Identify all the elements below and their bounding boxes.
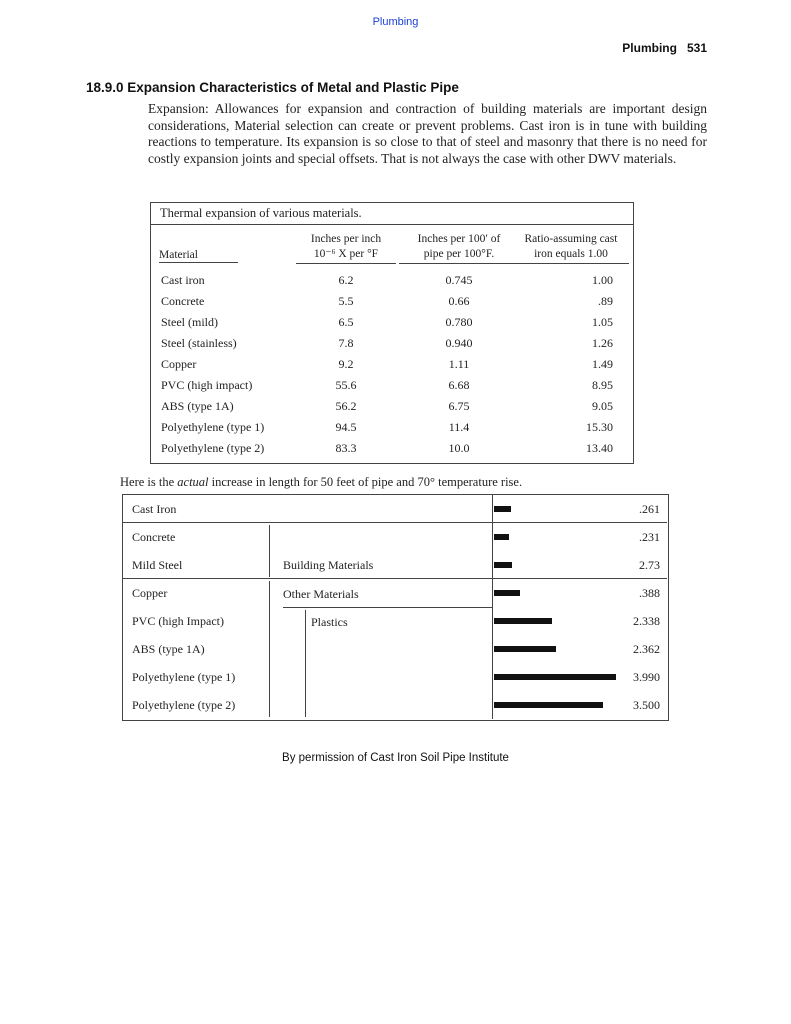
table-row — [151, 378, 633, 399]
cell-ratio: 9.05 — [592, 399, 613, 413]
bar-label: Cast Iron — [132, 502, 177, 516]
group-divider — [283, 607, 493, 608]
table-row — [151, 357, 633, 378]
page-number: 531 — [686, 41, 707, 55]
bar-value-label: 2.338 — [633, 614, 660, 628]
cell-in-per-100ft: 10.0 — [448, 441, 470, 455]
group-label-plastics: Plastics — [311, 615, 348, 629]
other-bracket — [269, 581, 270, 717]
group-label-other: Other Materials — [283, 587, 359, 601]
cell-material: Concrete — [161, 294, 205, 308]
table-caption: Thermal expansion of various materials. — [160, 206, 362, 220]
cell-ratio: 1.26 — [592, 336, 613, 350]
cell-material: Steel (mild) — [161, 315, 218, 329]
bar-label: PVC (high Impact) — [132, 614, 224, 628]
page-header — [612, 41, 707, 55]
cell-ratio: 1.05 — [592, 315, 613, 329]
table-caption-divider — [151, 224, 633, 225]
cell-ratio: 8.95 — [592, 378, 613, 392]
cell-ratio: 15.30 — [586, 420, 613, 434]
cell-in-per-100ft: 0.745 — [445, 273, 473, 287]
cell-material: Copper — [161, 357, 197, 371]
cell-material: PVC (high impact) — [161, 378, 253, 392]
cell-in-per-in: 55.6 — [335, 378, 357, 392]
cell-in-per-in: 6.5 — [338, 315, 354, 329]
table-row — [151, 273, 633, 294]
cell-material: Polyethylene (type 2) — [161, 441, 265, 455]
bar-value-label: 2.73 — [639, 558, 660, 572]
cell-in-per-in: 5.5 — [338, 294, 354, 308]
bar — [494, 534, 509, 540]
row-divider — [123, 522, 667, 523]
cell-in-per-in: 7.8 — [338, 336, 354, 350]
cell-in-per-100ft: 1.11 — [448, 357, 470, 371]
bar-value-label: 3.500 — [633, 698, 660, 712]
bar-area-divider — [492, 495, 493, 719]
credit-line: By permission of Cast Iron Soil Pipe Institute — [282, 752, 509, 764]
cell-in-per-in: 9.2 — [338, 357, 354, 371]
cell-ratio: 1.49 — [592, 357, 613, 371]
running-header: Plumbing — [372, 16, 419, 28]
bar-value-label: 3.990 — [633, 670, 660, 684]
cell-material: Steel (stainless) — [161, 336, 237, 350]
header-inches-per-inch: Inches per inch 10⁻⁶ X per °F — [296, 232, 396, 264]
table-row — [151, 399, 633, 420]
cell-in-per-100ft: 0.940 — [445, 336, 473, 350]
cell-ratio: 13.40 — [586, 441, 613, 455]
table-row — [151, 420, 633, 441]
header-ratio: Ratio-assuming cast iron equals 1.00 — [513, 232, 629, 264]
table-row — [151, 441, 633, 462]
bar-label: Copper — [132, 586, 168, 600]
bar-label: Polyethylene (type 1) — [132, 670, 236, 684]
cell-in-per-in: 6.2 — [338, 273, 354, 287]
chart-caption: Here is the actual increase in length for 50 feet of pipe and 70° temperature rise. — [120, 475, 523, 489]
cell-in-per-in: 83.3 — [335, 441, 357, 455]
thermal-expansion-table — [150, 202, 634, 464]
page-header-section: Plumbing — [622, 41, 677, 55]
chart-caption-emphasis: actual — [177, 475, 209, 489]
cell-in-per-100ft: 0.66 — [448, 294, 470, 308]
plastics-bracket — [305, 610, 306, 717]
bar — [494, 506, 511, 512]
bar — [494, 674, 616, 680]
header-inches-per-100ft: Inches per 100′ of pipe per 100°F. — [399, 232, 519, 264]
expansion-bar-chart — [122, 494, 669, 721]
body-paragraph: Expansion: Allowances for expansion and contraction of building materials are important design considerations, Material selection can create or prevent problems. Cast iron is in tune with building reactions to temperature. Its expansion is so close to that of steel and masonry that there is no need for costly expansion joints and special offsets. That is not always the case with other DWV materials. — [148, 101, 707, 166]
cell-in-per-in: 56.2 — [335, 399, 357, 413]
bar-value-label: .231 — [639, 530, 660, 544]
cell-in-per-100ft: 6.75 — [448, 399, 470, 413]
cell-material: ABS (type 1A) — [161, 399, 234, 413]
bar-value-label: .261 — [639, 502, 660, 516]
cell-ratio: .89 — [598, 294, 613, 308]
bar-label: Concrete — [132, 530, 176, 544]
bar — [494, 618, 552, 624]
group-label-building: Building Materials — [283, 558, 374, 572]
table-row — [151, 336, 633, 357]
bar — [494, 562, 512, 568]
building-bracket — [269, 525, 270, 577]
bar — [494, 702, 603, 708]
bar-label: ABS (type 1A) — [132, 642, 205, 656]
cell-in-per-100ft: 0.780 — [445, 315, 473, 329]
table-row — [151, 315, 633, 336]
bar-label: Polyethylene (type 2) — [132, 698, 236, 712]
table-row — [151, 294, 633, 315]
cell-ratio: 1.00 — [592, 273, 613, 287]
cell-material: Cast iron — [161, 273, 205, 287]
bar-value-label: .388 — [639, 586, 660, 600]
section-title: 18.9.0 Expansion Characteristics of Metal and Plastic Pipe — [86, 80, 459, 95]
cell-in-per-100ft: 11.4 — [448, 420, 470, 434]
header-material: Material — [159, 248, 238, 263]
cell-material: Polyethylene (type 1) — [161, 420, 265, 434]
cell-in-per-in: 94.5 — [335, 420, 357, 434]
bar — [494, 646, 556, 652]
row-divider — [123, 578, 667, 579]
cell-in-per-100ft: 6.68 — [448, 378, 470, 392]
bar — [494, 590, 520, 596]
bar-value-label: 2.362 — [633, 642, 660, 656]
bar-label: Mild Steel — [132, 558, 183, 572]
